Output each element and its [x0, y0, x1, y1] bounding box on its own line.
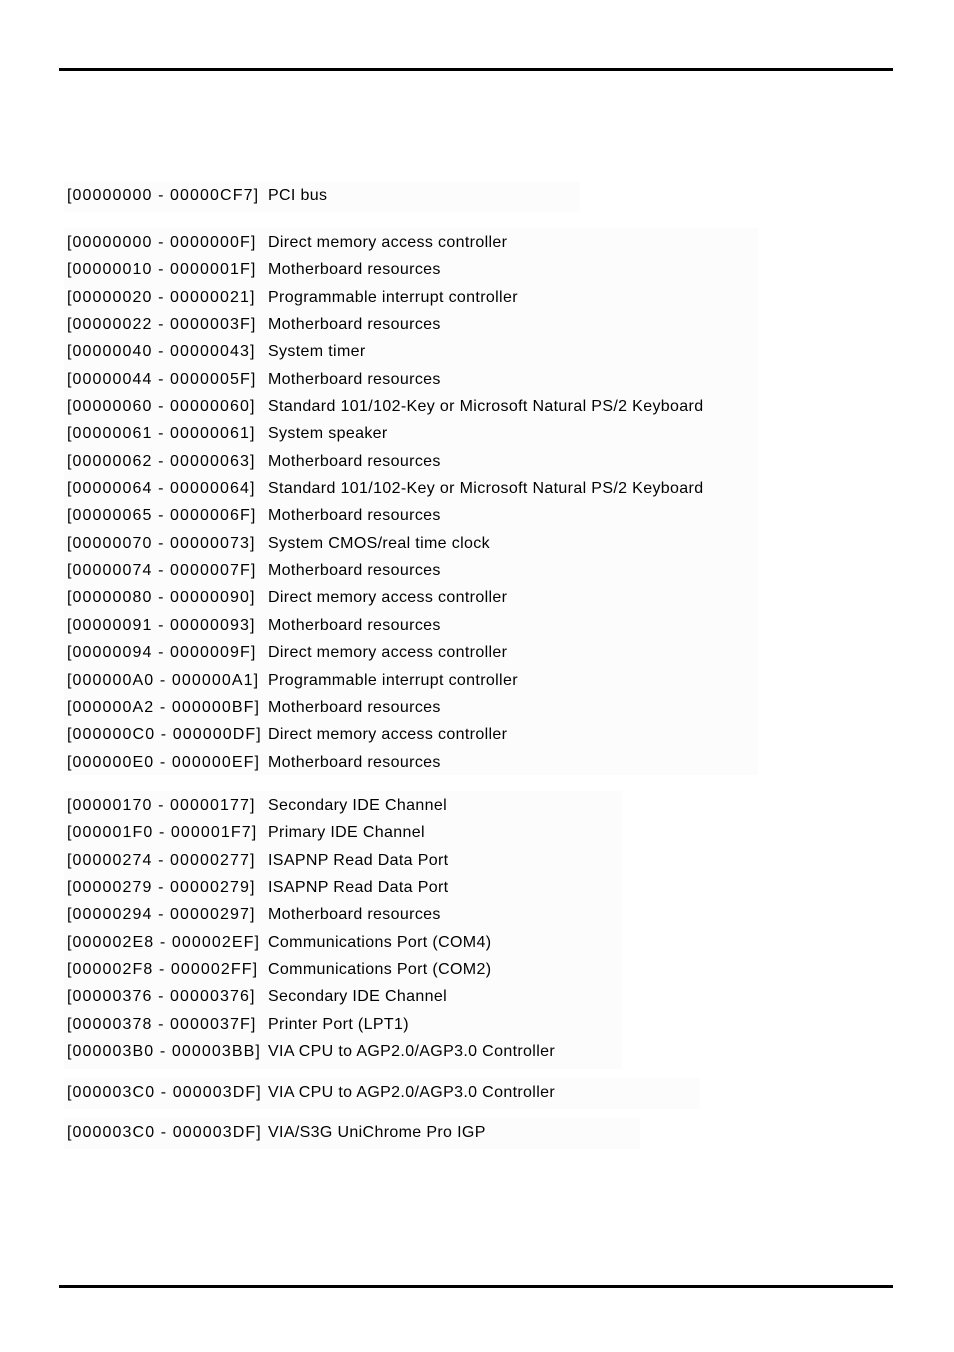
device-description: Programmable interrupt controller: [268, 288, 518, 306]
device-description: PCI bus: [268, 187, 328, 204]
device-description: ISAPNP Read Data Port: [268, 851, 449, 869]
device-description: System timer: [268, 343, 366, 361]
io-range-row: [67, 366, 703, 393]
address-range: [00000376 - 00000376]: [67, 988, 256, 1006]
io-range-row: [67, 584, 703, 611]
address-range: [00000378 - 0000037F]: [67, 1015, 257, 1033]
device-description: Motherboard resources: [268, 452, 441, 470]
address-range: [00000074 - 0000007F]: [67, 562, 257, 580]
device-description: Motherboard resources: [268, 507, 441, 525]
device-description: Secondary IDE Channel: [268, 988, 448, 1006]
device-description: Programmable interrupt controller: [268, 671, 518, 689]
device-description: VIA CPU to AGP2.0/AGP3.0 Controller: [268, 1084, 556, 1101]
device-description: VIA CPU to AGP2.0/AGP3.0 Controller: [268, 1043, 556, 1061]
address-range: [000003B0 - 000003BB]: [67, 1043, 261, 1061]
address-range: [00000170 - 00000177]: [67, 797, 256, 814]
address-range: [000000C0 - 000000DF]: [67, 726, 262, 744]
address-range: [00000022 - 0000003F]: [67, 316, 257, 334]
address-range: [00000062 - 00000063]: [67, 452, 256, 470]
address-range: [000003C0 - 000003DF]: [67, 1124, 262, 1141]
address-range: [000002F8 - 000002FF]: [67, 961, 259, 979]
device-description: Standard 101/102-Key or Microsoft Natural PS/2 Keyboard: [268, 480, 704, 498]
io-range-row: [67, 311, 703, 338]
io-range-row: [67, 182, 327, 209]
address-range: [00000061 - 00000061]: [67, 425, 256, 443]
device-description: Direct memory access controller: [268, 234, 508, 251]
address-range: [00000294 - 00000297]: [67, 906, 256, 924]
address-range: [00000094 - 0000009F]: [67, 644, 257, 662]
io-range-row: [67, 502, 703, 529]
io-range-row: [67, 874, 555, 901]
address-range: [000001F0 - 000001F7]: [67, 824, 258, 842]
io-map-group-graphics-igp: [67, 1119, 486, 1146]
address-range: [00000065 - 0000006F]: [67, 507, 257, 525]
io-range-row: [67, 1011, 555, 1038]
device-description: Motherboard resources: [268, 261, 441, 279]
address-range: [00000044 - 0000005F]: [67, 370, 257, 388]
device-description: Printer Port (LPT1): [268, 1015, 409, 1033]
address-range: [00000279 - 00000279]: [67, 879, 256, 897]
io-range-row: [67, 639, 703, 666]
device-description: Motherboard resources: [268, 562, 441, 580]
address-range: [00000040 - 00000043]: [67, 343, 256, 361]
device-description: Secondary IDE Channel: [268, 797, 448, 814]
device-description: Motherboard resources: [268, 906, 441, 924]
io-range-row: [67, 420, 703, 447]
io-range-row: [67, 612, 703, 639]
io-range-row: [67, 557, 703, 584]
io-range-row: [67, 338, 703, 365]
address-range: [000002E8 - 000002EF]: [67, 933, 261, 951]
address-range: [00000080 - 00000090]: [67, 589, 256, 607]
device-description: Standard 101/102-Key or Microsoft Natural PS/2 Keyboard: [268, 398, 704, 416]
io-range-row: [67, 667, 703, 694]
footer-rule: [59, 1285, 893, 1288]
address-range: [00000000 - 0000000F]: [67, 234, 257, 251]
io-map-group-system-resources: [67, 229, 703, 776]
io-range-row: [67, 819, 555, 846]
address-range: [00000064 - 00000064]: [67, 480, 256, 498]
address-range: [00000020 - 00000021]: [67, 288, 256, 306]
address-range: [00000010 - 0000001F]: [67, 261, 257, 279]
io-range-row: [67, 929, 555, 956]
io-range-row: [67, 448, 703, 475]
address-range: [00000060 - 00000060]: [67, 398, 256, 416]
io-range-row: [67, 393, 703, 420]
io-range-row: [67, 694, 703, 721]
device-description: Direct memory access controller: [268, 589, 508, 607]
io-range-row: [67, 847, 555, 874]
address-range: [000000A2 - 000000BF]: [67, 698, 261, 716]
device-description: Motherboard resources: [268, 316, 441, 334]
address-range: [00000000 - 00000CF7]: [67, 187, 260, 204]
address-range: [00000070 - 00000073]: [67, 534, 256, 552]
device-description: Primary IDE Channel: [268, 824, 425, 842]
device-description: Communications Port (COM4): [268, 933, 492, 951]
io-map-group-agp-controller: [67, 1079, 555, 1106]
device-description: Motherboard resources: [268, 698, 441, 716]
io-map-group-io-ports: [67, 792, 555, 1065]
device-description: Direct memory access controller: [268, 726, 508, 744]
address-range: [000000E0 - 000000EF]: [67, 753, 261, 771]
io-range-row: [67, 1038, 555, 1065]
io-range-row: [67, 475, 703, 502]
io-range-row: [67, 530, 703, 557]
io-range-row: [67, 792, 555, 819]
io-range-row: [67, 983, 555, 1010]
io-range-row: [67, 229, 703, 256]
io-range-row: [67, 956, 555, 983]
device-description: Motherboard resources: [268, 753, 441, 771]
address-range: [000003C0 - 000003DF]: [67, 1084, 262, 1101]
address-range: [000000A0 - 000000A1]: [67, 671, 260, 689]
device-description: VIA/S3G UniChrome Pro IGP: [268, 1124, 486, 1141]
header-rule: [59, 68, 893, 71]
io-range-row: [67, 1079, 555, 1106]
device-description: Motherboard resources: [268, 370, 441, 388]
io-range-row: [67, 256, 703, 283]
io-range-row: [67, 721, 703, 748]
io-range-row: [67, 901, 555, 928]
address-range: [00000091 - 00000093]: [67, 616, 256, 634]
io-range-row: [67, 749, 703, 776]
io-range-row: [67, 1119, 486, 1146]
io-range-row: [67, 284, 703, 311]
device-description: Communications Port (COM2): [268, 961, 492, 979]
device-description: Motherboard resources: [268, 616, 441, 634]
address-range: [00000274 - 00000277]: [67, 851, 256, 869]
device-description: System CMOS/real time clock: [268, 534, 490, 552]
device-description: System speaker: [268, 425, 388, 443]
device-description: Direct memory access controller: [268, 644, 508, 662]
io-map-group-pci-bus: [67, 182, 327, 209]
device-description: ISAPNP Read Data Port: [268, 879, 449, 897]
